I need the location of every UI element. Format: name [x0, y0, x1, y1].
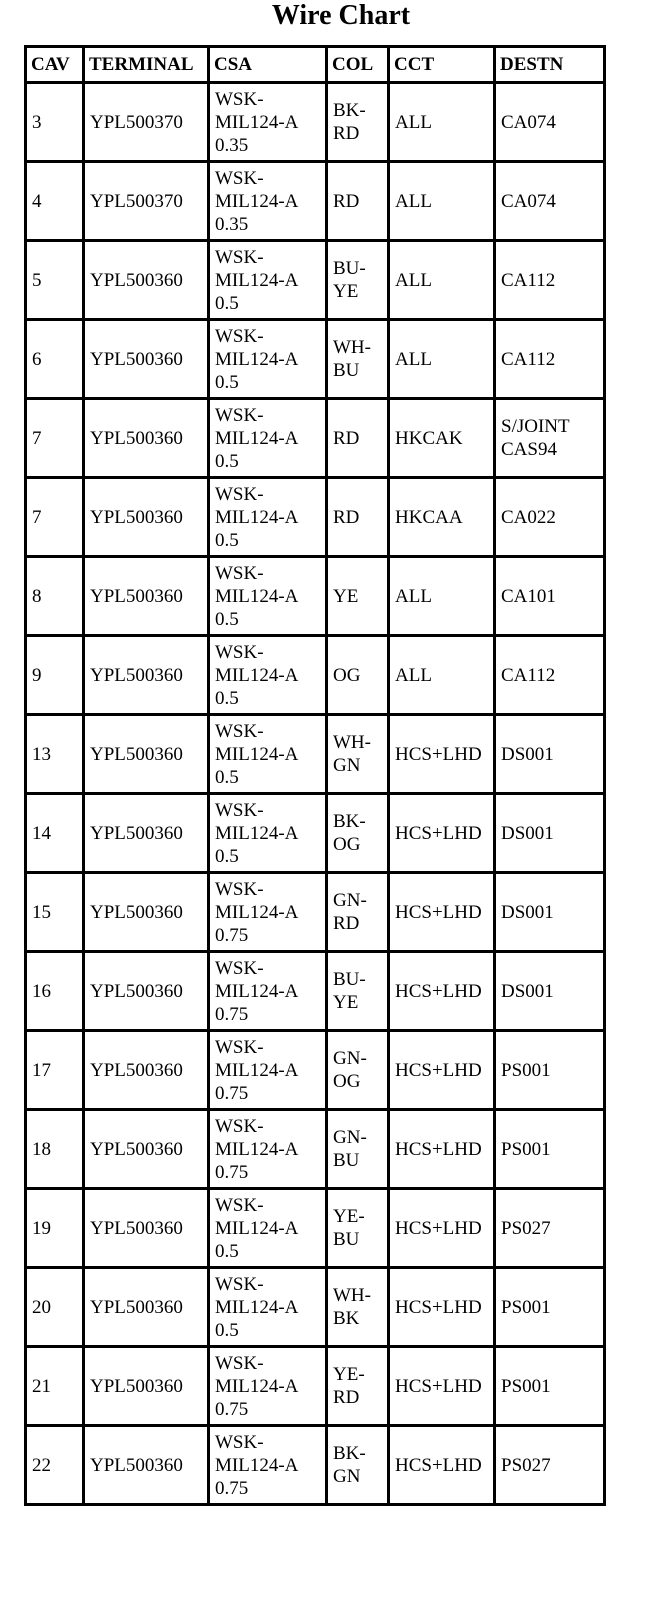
col-cell-line: OG: [333, 664, 361, 686]
csa-cell: [209, 715, 327, 794]
csa-cell-line: WSK-: [215, 325, 264, 347]
cav-cell: 4: [26, 162, 84, 241]
csa-cell-line: WSK-: [215, 1352, 264, 1374]
header-terminal: TERMINAL: [84, 47, 209, 83]
csa-cell: [209, 478, 327, 557]
table-row: [26, 952, 605, 1031]
col-cell: [327, 399, 389, 478]
header-cct: CCT: [389, 47, 495, 83]
col-cell: [327, 636, 389, 715]
col-cell-line: RD: [333, 427, 360, 449]
csa-cell-line: WSK-: [215, 167, 264, 189]
csa-cell-line: MIL124-A: [215, 506, 299, 528]
header-cav: CAV: [26, 47, 84, 83]
csa-cell-line: WSK-: [215, 1431, 264, 1453]
col-cell-line: RD: [333, 123, 360, 144]
csa-cell: [209, 241, 327, 320]
csa-cell-line: MIL124-A: [215, 1375, 299, 1397]
col-cell-line: GN: [333, 1466, 361, 1487]
cav-cell: 18: [26, 1110, 84, 1189]
csa-cell-line: WSK-: [215, 1273, 264, 1295]
terminal-cell: YPL500360: [84, 636, 209, 715]
cct-cell: HCS+LHD: [389, 952, 495, 1031]
csa-cell-line: 0.5: [215, 766, 239, 788]
col-cell-line: YE-: [333, 1206, 365, 1227]
destn-cell-line: CA074: [501, 190, 556, 212]
csa-cell-line: MIL124-A: [215, 190, 299, 212]
csa-cell: [209, 1268, 327, 1347]
table-row: [26, 557, 605, 636]
cav-cell: 20: [26, 1268, 84, 1347]
csa-cell-line: WSK-: [215, 1194, 264, 1216]
terminal-cell: YPL500360: [84, 1268, 209, 1347]
cav-cell: 16: [26, 952, 84, 1031]
csa-cell-line: WSK-: [215, 246, 264, 268]
csa-cell-line: WSK-: [215, 404, 264, 426]
csa-cell-line: MIL124-A: [215, 980, 299, 1002]
csa-cell-line: 0.75: [215, 924, 249, 946]
destn-cell: [495, 320, 605, 399]
destn-cell: [495, 1189, 605, 1268]
cct-cell: HCS+LHD: [389, 1268, 495, 1347]
col-cell-line: BK-: [333, 811, 366, 832]
col-cell: [327, 320, 389, 399]
csa-cell: [209, 162, 327, 241]
cav-cell: 6: [26, 320, 84, 399]
destn-cell-line: PS001: [501, 1138, 551, 1160]
cct-cell: ALL: [389, 557, 495, 636]
page-title: Wire Chart: [271, 0, 411, 31]
csa-cell-line: MIL124-A: [215, 427, 299, 449]
col-cell: [327, 1031, 389, 1110]
cav-cell: 15: [26, 873, 84, 952]
cct-cell: HCS+LHD: [389, 1031, 495, 1110]
header-csa: CSA: [209, 47, 327, 83]
csa-cell: [209, 320, 327, 399]
table-row: [26, 636, 605, 715]
destn-cell: [495, 1110, 605, 1189]
header-col: COL: [327, 47, 389, 83]
destn-cell-line: PS001: [501, 1059, 551, 1081]
csa-cell-line: MIL124-A: [215, 664, 299, 686]
cct-cell: HKCAA: [389, 478, 495, 557]
col-cell-line: BU: [333, 1229, 360, 1250]
destn-cell: [495, 83, 605, 162]
destn-cell-line: CA101: [501, 585, 556, 607]
csa-cell-line: 0.35: [215, 134, 249, 156]
col-cell-line: BK: [333, 1308, 360, 1329]
cct-cell: HCS+LHD: [389, 1110, 495, 1189]
csa-cell: [209, 1110, 327, 1189]
cav-cell: 21: [26, 1347, 84, 1426]
destn-cell-line: CA112: [501, 269, 556, 291]
terminal-cell: YPL500360: [84, 1347, 209, 1426]
col-cell: [327, 715, 389, 794]
terminal-cell: YPL500360: [84, 715, 209, 794]
cav-cell: 14: [26, 794, 84, 873]
cct-cell: ALL: [389, 241, 495, 320]
csa-cell-line: 0.75: [215, 1477, 249, 1499]
csa-cell-line: MIL124-A: [215, 585, 299, 607]
cav-cell: 7: [26, 478, 84, 557]
destn-cell-line: PS001: [501, 1375, 551, 1397]
csa-cell-line: MIL124-A: [215, 269, 299, 291]
destn-cell-line: CA022: [501, 506, 556, 528]
table-row: [26, 1189, 605, 1268]
csa-cell-line: 0.5: [215, 1240, 239, 1262]
cct-cell: HCS+LHD: [389, 1347, 495, 1426]
csa-cell-line: 0.5: [215, 608, 239, 630]
col-cell: [327, 794, 389, 873]
csa-cell-line: WSK-: [215, 483, 264, 505]
cav-cell: 22: [26, 1426, 84, 1505]
col-cell-line: RD: [333, 190, 360, 212]
table-row: [26, 1347, 605, 1426]
csa-cell: [209, 83, 327, 162]
col-cell-line: OG: [333, 834, 361, 855]
cct-cell: ALL: [389, 320, 495, 399]
terminal-cell: YPL500360: [84, 241, 209, 320]
col-cell-line: YE: [333, 992, 359, 1013]
col-cell-line: YE-: [333, 1364, 365, 1385]
table-row: [26, 715, 605, 794]
destn-cell: [495, 636, 605, 715]
cct-cell: HCS+LHD: [389, 1189, 495, 1268]
col-cell-line: WH-: [333, 732, 371, 753]
csa-cell-line: 0.5: [215, 845, 239, 867]
table-row: [26, 1426, 605, 1505]
destn-cell-line: DS001: [501, 743, 554, 765]
csa-cell-line: 0.75: [215, 1082, 249, 1104]
table-row: [26, 320, 605, 399]
csa-cell: [209, 1031, 327, 1110]
cct-cell: HKCAK: [389, 399, 495, 478]
col-cell: [327, 952, 389, 1031]
destn-cell-line: CA074: [501, 111, 556, 133]
destn-cell: [495, 715, 605, 794]
destn-cell: [495, 399, 605, 478]
destn-cell-line: CAS94: [501, 439, 557, 460]
col-cell-line: YE: [333, 281, 359, 302]
destn-cell-line: PS027: [501, 1454, 551, 1476]
col-cell-line: OG: [333, 1071, 361, 1092]
col-cell: [327, 1110, 389, 1189]
cav-cell: 5: [26, 241, 84, 320]
col-cell: [327, 1189, 389, 1268]
destn-cell: [495, 241, 605, 320]
csa-cell: [209, 873, 327, 952]
cav-cell: 9: [26, 636, 84, 715]
destn-cell: [495, 557, 605, 636]
csa-cell-line: MIL124-A: [215, 1138, 299, 1160]
terminal-cell: YPL500360: [84, 399, 209, 478]
csa-cell: [209, 1347, 327, 1426]
col-cell-line: BK-: [333, 100, 366, 121]
csa-cell-line: MIL124-A: [215, 111, 299, 133]
destn-cell: [495, 1426, 605, 1505]
terminal-cell: YPL500360: [84, 557, 209, 636]
table-row: [26, 1268, 605, 1347]
terminal-cell: YPL500370: [84, 162, 209, 241]
table-body: [26, 83, 605, 1505]
col-cell-line: BK-: [333, 1443, 366, 1464]
csa-cell-line: MIL124-A: [215, 1296, 299, 1318]
csa-cell-line: 0.5: [215, 529, 239, 551]
col-cell-line: BU-: [333, 258, 366, 279]
csa-cell-line: 0.35: [215, 213, 249, 235]
wire-chart-table: [24, 45, 606, 1506]
destn-cell: [495, 1347, 605, 1426]
destn-cell: [495, 1268, 605, 1347]
csa-cell-line: MIL124-A: [215, 348, 299, 370]
cct-cell: HCS+LHD: [389, 794, 495, 873]
destn-cell-line: PS027: [501, 1217, 551, 1239]
destn-cell: [495, 952, 605, 1031]
csa-cell: [209, 794, 327, 873]
csa-cell: [209, 1426, 327, 1505]
csa-cell-line: 0.75: [215, 1161, 249, 1183]
destn-cell-line: DS001: [501, 901, 554, 923]
col-cell-line: YE: [333, 585, 359, 607]
table-row: [26, 794, 605, 873]
csa-cell-line: 0.75: [215, 1003, 249, 1025]
csa-cell-line: WSK-: [215, 799, 264, 821]
col-cell-line: RD: [333, 913, 360, 934]
table-row: [26, 83, 605, 162]
col-cell-line: RD: [333, 1387, 360, 1408]
col-cell-line: GN-: [333, 1048, 367, 1069]
csa-cell-line: 0.75: [215, 1398, 249, 1420]
cct-cell: HCS+LHD: [389, 715, 495, 794]
destn-cell-line: PS001: [501, 1296, 551, 1318]
csa-cell-line: MIL124-A: [215, 1059, 299, 1081]
col-cell: [327, 873, 389, 952]
table-row: [26, 399, 605, 478]
cct-cell: ALL: [389, 83, 495, 162]
terminal-cell: YPL500360: [84, 478, 209, 557]
col-cell-line: BU: [333, 360, 360, 381]
csa-cell-line: 0.5: [215, 1319, 239, 1341]
cct-cell: ALL: [389, 636, 495, 715]
csa-cell-line: WSK-: [215, 878, 264, 900]
csa-cell-line: WSK-: [215, 957, 264, 979]
col-cell: [327, 1426, 389, 1505]
col-cell-line: GN-: [333, 890, 367, 911]
terminal-cell: YPL500370: [84, 83, 209, 162]
terminal-cell: YPL500360: [84, 1189, 209, 1268]
csa-cell-line: WSK-: [215, 641, 264, 663]
col-cell-line: WH-: [333, 1285, 371, 1306]
destn-cell: [495, 1031, 605, 1110]
col-cell-line: GN: [333, 755, 361, 776]
col-cell: [327, 162, 389, 241]
destn-cell: [495, 162, 605, 241]
csa-cell-line: MIL124-A: [215, 743, 299, 765]
header-row: [26, 47, 605, 83]
destn-cell-line: DS001: [501, 822, 554, 844]
destn-cell: [495, 794, 605, 873]
table-row: [26, 1110, 605, 1189]
destn-cell-line: DS001: [501, 980, 554, 1002]
destn-cell: [495, 478, 605, 557]
cct-cell: ALL: [389, 162, 495, 241]
col-cell: [327, 1268, 389, 1347]
terminal-cell: YPL500360: [84, 320, 209, 399]
csa-cell-line: WSK-: [215, 1036, 264, 1058]
csa-cell: [209, 952, 327, 1031]
csa-cell-line: WSK-: [215, 720, 264, 742]
csa-cell-line: 0.5: [215, 687, 239, 709]
col-cell-line: BU: [333, 1150, 360, 1171]
col-cell-line: BU-: [333, 969, 366, 990]
table-row: [26, 1031, 605, 1110]
destn-cell: [495, 873, 605, 952]
csa-cell-line: MIL124-A: [215, 901, 299, 923]
table-row: [26, 162, 605, 241]
destn-cell-line: CA112: [501, 664, 556, 686]
col-cell: [327, 83, 389, 162]
cav-cell: 3: [26, 83, 84, 162]
terminal-cell: YPL500360: [84, 873, 209, 952]
csa-cell: [209, 399, 327, 478]
terminal-cell: YPL500360: [84, 1426, 209, 1505]
cav-cell: 13: [26, 715, 84, 794]
cct-cell: HCS+LHD: [389, 873, 495, 952]
destn-cell-line: CA112: [501, 348, 556, 370]
terminal-cell: YPL500360: [84, 952, 209, 1031]
cav-cell: 8: [26, 557, 84, 636]
col-cell-line: RD: [333, 506, 360, 528]
csa-cell-line: WSK-: [215, 88, 264, 110]
csa-cell: [209, 557, 327, 636]
csa-cell: [209, 636, 327, 715]
terminal-cell: YPL500360: [84, 794, 209, 873]
csa-cell-line: 0.5: [215, 292, 239, 314]
cct-cell: HCS+LHD: [389, 1426, 495, 1505]
header-destn: DESTN: [495, 47, 605, 83]
csa-cell-line: MIL124-A: [215, 1217, 299, 1239]
col-cell-line: WH-: [333, 337, 371, 358]
col-cell: [327, 241, 389, 320]
table-row: [26, 241, 605, 320]
col-cell: [327, 557, 389, 636]
csa-cell-line: 0.5: [215, 371, 239, 393]
table-row: [26, 478, 605, 557]
csa-cell-line: MIL124-A: [215, 1454, 299, 1476]
csa-cell-line: WSK-: [215, 562, 264, 584]
col-cell-line: GN-: [333, 1127, 367, 1148]
csa-cell-line: WSK-: [215, 1115, 264, 1137]
csa-cell-line: 0.5: [215, 450, 239, 472]
terminal-cell: YPL500360: [84, 1031, 209, 1110]
csa-cell: [209, 1189, 327, 1268]
csa-cell-line: MIL124-A: [215, 822, 299, 844]
cav-cell: 19: [26, 1189, 84, 1268]
terminal-cell: YPL500360: [84, 1110, 209, 1189]
col-cell: [327, 478, 389, 557]
cav-cell: 7: [26, 399, 84, 478]
destn-cell-line: S/JOINT: [501, 416, 570, 437]
cav-cell: 17: [26, 1031, 84, 1110]
col-cell: [327, 1347, 389, 1426]
table-row: [26, 873, 605, 952]
